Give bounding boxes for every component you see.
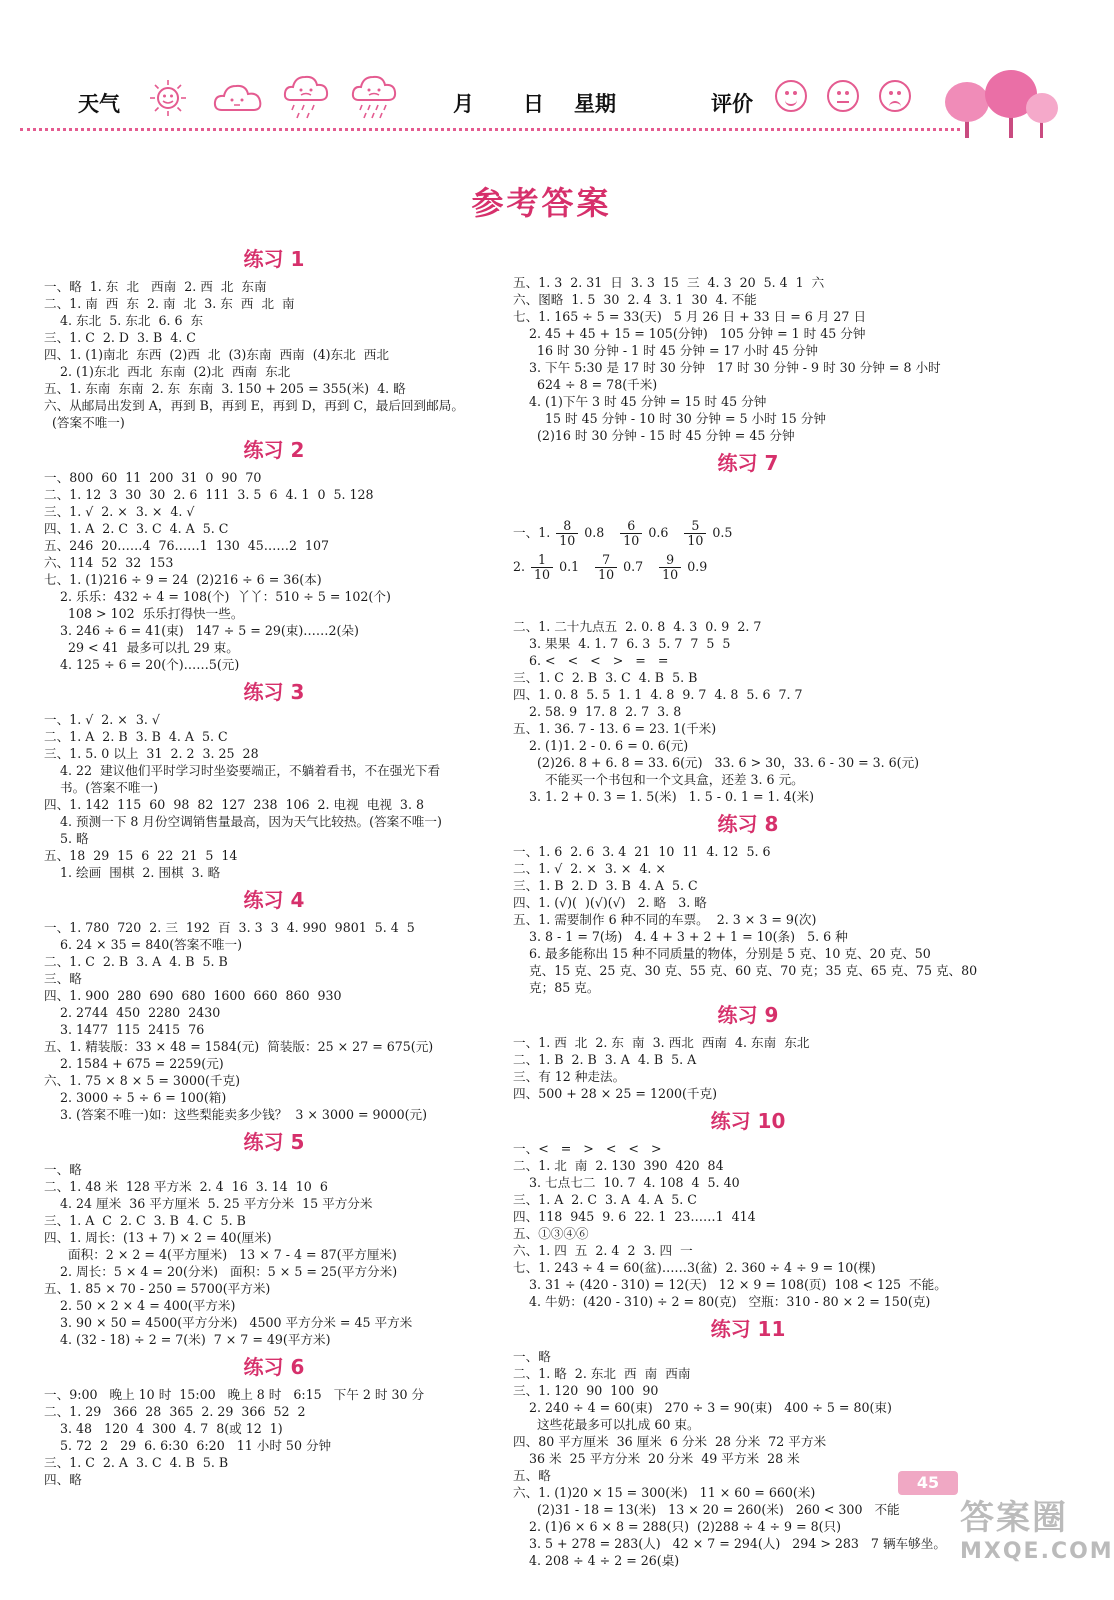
day-label: 日 [523,91,544,116]
answer-line: 29 < 41 最多可以扎 29 束。 [44,640,239,655]
answer-line: 四、1. 周长：(13 + 7) × 2 = 40(厘米) [44,1230,272,1245]
answer-line: 3. 31 ÷ (420 - 310) = 12(天) 12 × 9 = 108(页) 108 < 125 不能。 [513,1277,947,1292]
answer-line: 三、1. 120 90 100 90 [513,1383,659,1398]
neutral-face-icon [827,80,859,112]
answer-line: 3. 下午 5:30 是 17 时 30 分钟 17 时 30 分钟 - 9 时 30 分钟 = 8 小时 [513,360,941,375]
answer-line: 二、1. 北 南 2. 130 390 420 84 [513,1158,724,1173]
fraction [531,553,553,582]
answer-line: 三、1. C 2. D 3. B 4. C [44,330,196,345]
page-title: 参考答案 [471,184,612,222]
answer-line: 七、1. 243 ÷ 4 = 60(盆)……3(盆) 2. 360 ÷ 4 ÷ 9 = 10(棵) [513,1260,876,1275]
watermark-line-1: 答案圈 [960,1498,1068,1538]
answer-line: 二、1. 二十九点五 2. 0. 8 4. 3 0. 9 2. 7 [513,619,762,634]
answer-line: 36 米 25 平方分米 20 分米 49 平方米 28 米 [513,1451,800,1466]
answer-line: 一、9:00 晚上 10 时 15:00 晚上 8 时 6:15 下午 2 时 30 分 [44,1387,425,1402]
answer-line: 2. 45 + 45 + 15 = 105(分钟) 105 分钟 = 1 时 45 分钟 [513,326,866,341]
rain-cloud-icon [282,72,330,122]
answer-line: 二、1. 29 366 28 365 2. 29 366 52 2 [44,1404,306,1419]
answer-line: 五、1. 东南 东南 2. 东 东南 3. 150 + 205 = 355(米) 4. 略 [44,381,406,396]
answer-line: 3. 48 120 4 300 4. 7 8(或 12 1) [44,1421,283,1436]
fraction-denominator: 10 [662,567,679,582]
answer-line: 2. 50 × 2 × 4 = 400(平方米) [44,1298,236,1313]
rain-cloud-icon [350,72,398,122]
fraction [659,553,681,582]
page-number: 45 [898,1471,958,1495]
answer-line: 一、略 [513,1349,551,1364]
answer-line: 2. (1)东北 西北 东南 (2)北 西南 东北 [44,364,291,379]
answer-line: 4. 预测一下 8 月份空调销售量最高，因为天气比较热。(答案不唯一) [44,814,442,829]
answer-line: 三、1. 5. 0 以上 31 2. 2 3. 25 28 [44,746,259,761]
answer-line: (2)16 时 30 分钟 - 15 时 45 分钟 = 45 分钟 [513,428,795,443]
answer-line: 3. 果果 4. 1. 7 6. 3 5. 7 7 5 5 [513,636,731,651]
answer-line: 四、略 [44,1472,82,1487]
answer-line: 2. 3000 ÷ 5 ÷ 6 = 100(箱) [44,1090,227,1105]
answer-line: 六、从邮局出发到 A，再到 B，再到 E，再到 D，再到 C，最后回到邮局。 [44,398,464,413]
answer-line: 4. 125 ÷ 6 = 20(个)……5(元) [44,657,240,672]
right-answer-column [513,240,983,1586]
page-header [0,0,1083,140]
fraction-numerator: 5 [684,519,706,534]
section-heading: 练习 8 [717,812,779,836]
answer-line: 克；85 克。 [513,980,600,995]
answer-line: 4. (1)下午 3 时 45 分钟 = 15 时 45 分钟 [513,394,767,409]
fraction [684,519,706,548]
answer-line: 五、①③④⑥ [513,1226,589,1241]
answer-line: 4. 24 厘米 36 平方厘米 5. 25 平方分米 15 平方分米 [44,1196,373,1211]
decimal-value: 0.5 [712,525,733,540]
answer-line: 面积：2 × 2 = 4(平方厘米) 13 × 7 - 4 = 87(平方厘米) [44,1247,397,1262]
answer-line: 4. 208 ÷ 4 ÷ 2 = 26(桌) [513,1553,680,1568]
fraction-numerator: 6 [620,519,642,534]
answer-line: 5. 略 [44,831,89,846]
answer-line: 六、1. 四 五 2. 4 2 3. 四 一 [513,1243,693,1258]
answer-line: 一、略 [44,1162,82,1177]
fraction-answer-line [513,516,983,550]
fraction [620,519,642,548]
answer-line: 2. 2744 450 2280 2430 [44,1005,221,1020]
answer-line: 三、1. √ 2. × 3. × 4. √ [44,504,195,519]
section-heading: 练习 3 [243,680,305,704]
fraction-numerator: 9 [659,553,681,568]
answer-line: 二、1. C 2. B 3. A 4. B 5. B [44,954,228,969]
fraction-numerator: 8 [556,519,578,534]
fraction-numerator: 1 [531,553,553,568]
answer-line: 六、1. 75 × 8 × 5 = 3000(千克) [44,1073,240,1088]
answer-line: 五、1. 36. 7 - 13. 6 = 23. 1(千米) [513,721,717,736]
answer-line: 五、略 [513,1468,551,1483]
answer-line: 四、118 945 9. 6 22. 1 23……1 414 [513,1209,756,1224]
answer-line: 一、1. 780 720 2. 三 192 百 3. 3 3 4. 990 9801 5. 4 5 [44,920,415,935]
answer-line: 三、1. C 2. B 3. C 4. B 5. B [513,670,698,685]
answer-line: 三、1. A C 2. C 3. B 4. C 5. B [44,1213,246,1228]
answer-line: 3. (答案不唯一)如：这些梨能卖多少钱？ 3 × 3000 = 9000(元) [44,1107,428,1122]
fraction [556,519,578,548]
decimal-value: 0.1 [559,559,580,574]
answer-line: 一、1. 西 北 2. 东 南 3. 西北 西南 4. 东南 东北 [513,1035,810,1050]
section-heading: 练习 1 [243,247,305,271]
answer-line: 2. (1)6 × 6 × 8 = 288(只) (2)288 ÷ 4 ÷ 9 = 8(只) [513,1519,842,1534]
weather-label: 天气 [78,91,120,116]
answer-line: 一、1. √ 2. × 3. √ [44,712,160,727]
answer-line: 一、< = > < < > [513,1141,662,1156]
answer-line: 五、246 20……4 76……1 130 45……2 107 [44,538,330,553]
answer-line: 二、1. A 2. B 3. B 4. A 5. C [44,729,228,744]
section-heading: 练习 6 [243,1355,305,1379]
answer-line: 3. 七点七二 10. 7 4. 108 4 5. 40 [513,1175,740,1190]
right-column-bottom [513,618,983,1569]
fraction [595,553,617,582]
answer-line: 四、1. 0. 8 5. 5 1. 1 4. 8 9. 7 4. 8 5. 6 7. 7 [513,687,803,702]
watermark [960,1490,1114,1564]
answer-line: 4. 牛奶：(420 - 310) ÷ 2 = 80(克) 空瓶：310 - 80 × 2 = 150(克) [513,1294,931,1309]
watermark-line-2: MXQE.COM [960,1539,1114,1564]
answer-line: 二、1. 南 西 东 2. 南 北 3. 东 西 北 南 [44,296,295,311]
answer-line: 2. (1)1. 2 - 0. 6 = 0. 6(元) [513,738,689,753]
rating-label: 评价 [711,91,753,116]
answer-line: 6. < < < > = = [513,653,669,668]
cloud-icon [212,80,264,114]
answer-line: 不能买一个书包和一个文具盒，还差 3. 6 元。 [513,772,804,787]
answer-line: 一、800 60 11 200 31 0 90 70 [44,470,262,485]
weekday-label: 星期 [574,91,616,116]
answer-line: 16 时 30 分钟 - 1 时 45 分钟 = 17 小时 45 分钟 [513,343,818,358]
answer-line: 三、1. B 2. D 3. B 4. A 5. C [513,878,698,893]
section-heading: 练习 7 [717,451,779,475]
answer-line: 2. 乐乐：432 ÷ 4 = 108(个) 丫丫：510 ÷ 5 = 102(个) [44,589,391,604]
answer-line: 五、1. 85 × 70 - 250 = 5700(平方米) [44,1281,271,1296]
answer-line: 二、1. 略 2. 东北 西 南 西南 [513,1366,691,1381]
answer-line: 这些花最多可以扎成 60 束。 [513,1417,700,1432]
answer-line: 六、114 52 32 153 [44,555,174,570]
trees-decoration-icon [945,70,1065,140]
sad-face-icon [879,80,911,112]
answer-line: 六、1. (1)20 × 15 = 300(米) 11 × 60 = 660(米) [513,1485,816,1500]
decimal-value: 0.6 [648,525,669,540]
section-heading: 练习 10 [710,1109,786,1133]
fraction-rows [513,516,983,584]
right-column-top [513,274,983,482]
answer-line: 3. 246 ÷ 6 = 41(束) 147 ÷ 5 = 29(束)……2(朵) [44,623,359,638]
month-label: 月 [453,91,474,116]
answer-line: 三、1. A 2. C 3. A 4. A 5. C [513,1192,697,1207]
sun-icon [148,78,188,118]
section-heading: 练习 9 [717,1003,779,1027]
fraction-denominator: 10 [623,533,640,548]
answer-line: 六、图略 1. 5 30 2. 4 3. 1 30 4. 不能 [513,292,757,307]
answer-line: 一、略 1. 东 北 西南 2. 西 北 东南 [44,279,267,294]
answer-line: 3. 5 + 278 = 283(人) 42 × 7 = 294(人) 294 > 283 7 辆车够坐。 [513,1536,946,1551]
answer-line: 七、1. (1)216 ÷ 9 = 24 (2)216 ÷ 6 = 36(本) [44,572,322,587]
answer-line: 二、1. 48 米 128 平方米 2. 4 16 3. 14 10 6 [44,1179,328,1194]
answer-line: 2. 240 ÷ 4 = 60(束) 270 ÷ 3 = 90(束) 400 ÷ 5 = 80(束) [513,1400,892,1415]
answer-line: 4. 22 建议他们平时学习时坐姿要端正，不躺着看书，不在强光下看 [44,763,441,778]
answer-line: 四、80 平方厘米 36 厘米 6 分米 28 分米 72 平方米 [513,1434,827,1449]
fraction-denominator: 10 [687,533,704,548]
answer-line: 5. 72 2 29 6. 6:30 6:20 11 小时 50 分钟 [44,1438,332,1453]
fraction-numerator: 7 [595,553,617,568]
answer-line: 2. 58. 9 17. 8 2. 7 3. 8 [513,704,682,719]
answer-line: 四、500 + 28 × 25 = 1200(千克) [513,1086,718,1101]
answer-line: 四、1. (√)( )(√)(√) 2. 略 3. 略 [513,895,707,910]
answer-line: 3. 1. 2 + 0. 3 = 1. 5(米) 1. 5 - 0. 1 = 1. 4(米) [513,789,815,804]
answer-line: 四、1. A 2. C 3. C 4. A 5. C [44,521,229,536]
section-heading: 练习 5 [243,1130,305,1154]
answer-line: 四、1. (1)南北 东西 (2)西 北 (3)东南 西南 (4)东北 西北 [44,347,389,362]
answer-line: 2. 周长：5 × 4 = 20(分米) 面积：5 × 5 = 25(平方分米) [44,1264,398,1279]
left-answer-column [44,240,504,1488]
answer-line: 3. 1477 115 2415 76 [44,1022,205,1037]
answer-line: 五、1. 需要制作 6 种不同的车票。 2. 3 × 3 = 9(次) [513,912,817,927]
fraction-line-prefix: 2. [513,559,526,574]
answer-line: 书。(答案不唯一) [44,780,158,795]
answer-line: 6. 24 × 35 = 840(答案不唯一) [44,937,243,952]
fraction-denominator: 10 [598,567,615,582]
answer-line: 1. 绘画 围棋 2. 围棋 3. 略 [44,865,221,880]
answer-line: 七、1. 165 ÷ 5 = 33(天) 5 月 26 日 + 33 日 = 6 月 27 日 [513,309,867,324]
header-divider [20,128,960,131]
answer-line: 3. 90 × 50 = 4500(平方分米) 4500 平方分米 = 45 平方米 [44,1315,413,1330]
section-heading: 练习 2 [243,438,305,462]
answer-line: 三、略 [44,971,82,986]
answer-line: 6. 最多能称出 15 种不同质量的物体，分别是 5 克、10 克、20 克、50 [513,946,931,961]
answer-line: 四、1. 900 280 690 680 1600 660 860 930 [44,988,342,1003]
decimal-value: 0.8 [584,525,605,540]
answer-line: 三、1. C 2. A 3. C 4. B 5. B [44,1455,229,1470]
fraction-answer-line [513,550,983,584]
decimal-value: 0.9 [687,559,708,574]
section-heading: 练习 11 [710,1317,786,1341]
fraction-line-prefix: 一、1. [513,525,551,540]
answer-line: 二、1. √ 2. × 3. × 4. × [513,861,666,876]
answer-line: 五、18 29 15 6 22 21 5 14 [44,848,238,863]
answer-line: 二、1. 12 3 30 30 2. 6 111 3. 5 6 4. 1 0 5. 128 [44,487,374,502]
answer-line: 624 ÷ 8 = 78(千米) [513,377,658,392]
decimal-value: 0.7 [623,559,644,574]
answer-line: 15 时 45 分钟 - 10 时 30 分钟 = 5 小时 15 分钟 [513,411,826,426]
fraction-denominator: 10 [534,567,551,582]
answer-line: 一、1. 6 2. 6 3. 4 21 10 11 4. 12 5. 6 [513,844,771,859]
answer-line: (答案不唯一) [44,415,125,430]
answer-line: 3. 8 - 1 = 7(场) 4. 4 + 3 + 2 + 1 = 10(条) 5. 6 种 [513,929,848,944]
answer-line: 五、1. 3 2. 31 日 3. 3 15 三 4. 3 20 5. 4 1 六 [513,275,825,290]
answer-line: 克、15 克、25 克、30 克、55 克、60 克、70 克；35 克、65 克、75 克、80 [513,963,978,978]
answer-line: 三、有 12 种走法。 [513,1069,626,1084]
answer-line: (2)26. 8 + 6. 8 = 33. 6(元) 33. 6 > 30，33. 6 - 30 = 3. 6(元) [513,755,920,770]
answer-line: 108 > 102 乐乐打得快一些。 [44,606,244,621]
answer-line: 2. 1584 + 675 = 2259(元) [44,1056,224,1071]
answer-line: 4. 东北 5. 东北 6. 6 东 [44,313,204,328]
answer-line: (2)31 - 18 = 13(米) 13 × 20 = 260(米) 260 < 300 不能 [513,1502,900,1517]
fraction-denominator: 10 [559,533,576,548]
happy-face-icon [775,80,807,112]
answer-line: 五、1. 精装版：33 × 48 = 1584(元) 简装版：25 × 27 = 675(元) [44,1039,434,1054]
answer-line: 4. (32 - 18) ÷ 2 = 7(米) 7 × 7 = 49(平方米) [44,1332,331,1347]
answer-line: 四、1. 142 115 60 98 82 127 238 106 2. 电视 电视 3. 8 [44,797,424,812]
answer-line: 二、1. B 2. B 3. A 4. B 5. A [513,1052,697,1067]
section-heading: 练习 4 [243,888,305,912]
